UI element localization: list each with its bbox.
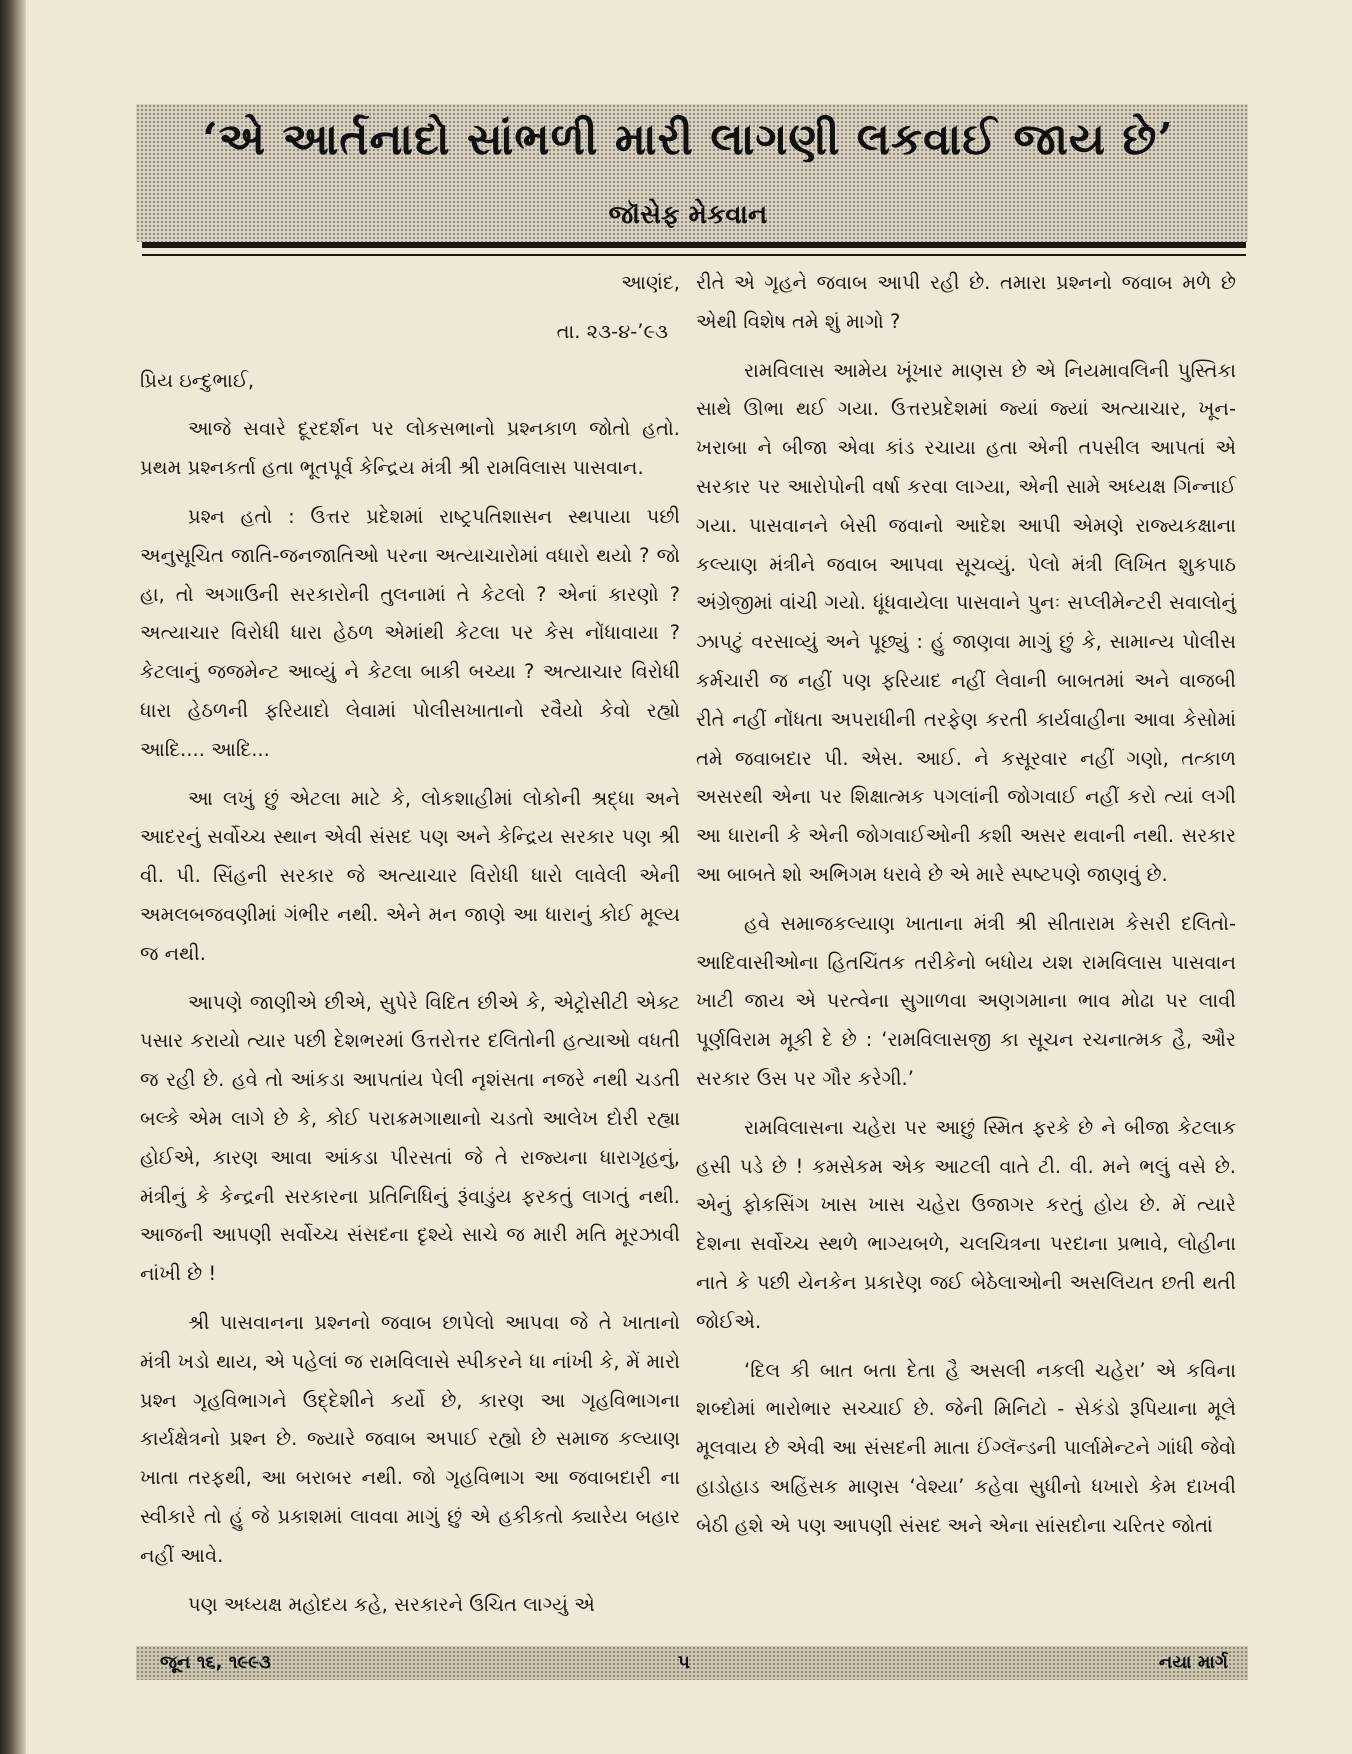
title-rule-thin: [142, 254, 1246, 256]
page-number: ૫: [678, 1652, 690, 1673]
article-author: જૉસેફ મેકવાન: [608, 200, 768, 230]
magazine-page: [128, 104, 1248, 1734]
paragraph: રામવિલાસ આમેય ખૂંખાર માણસ છે એ નિયમાવલિની પુસ્તિકા સાથે ઊભા થઈ ગયા. ઉત્તરપ્રદેશમાં જ્યાં જ્યાં અત્યાચાર, ખૂન-ખરાબા ને બીજા એવા કાંડ રચાયા હતા એની તપસીલ આપતાં એ સરકાર પર આરોપોની વર્ષા કરવા લાગ્યા, એની સામે અધ્યક્ષ ગિન્નાઈ ગયા. પાસવાનને બેસી જવાનો આદેશ આપી એમણે રાજ્યકક્ષાના કલ્યાણ મંત્રીને જવાબ આપવા સૂચવ્યું. પેલો મંત્રી લિખિત શુકપાઠ અંગ્રેજીમાં વાંચી ગયો. ધૂંધવાયેલા પાસવાને પુનઃ સપ્લીમેન્ટરી સવાલોનું ઝાપટું વરસાવ્યું અને પૂછ્યું : હું જાણવા માગું છું કે, સામાન્ય પોલીસ કર્મચારી જ નહીં પણ ફરિયાદ નહીં લેવાની બાબતમાં અને વાજબી રીતે નહીં નોંધતા અપરાધીની તરફેણ કરતી કાર્યવાહીના આવા કેસોમાં તમે જવાબદાર પી. એસ. આઈ. ને કસૂરવાર નહીં ગણો, તત્કાળ અસરથી એના પર શિક્ષાત્મક પગલાંની જોગવાઈ નહીં કરો ત્યાં લગી આ ધારાની કે એની જોગવાઈઓની કશી અસર થવાની નથી. સરકાર આ બાબતે શો અભિગમ ધરાવે છે એ મારે સ્પષ્ટપણે જાણવું છે.: [696, 358, 1236, 886]
paragraph: ‘દિલ કી બાત બતા દેતા હૈ અસલી નકલી ચહેરા’ એ કવિના શબ્દોમાં ભારોભાર સચ્ચાઈ છે. જેની મિનિટો - સેકંડો રૂપિયાના મૂલે મૂલવાય છે એવી આ સંસદની માતા ઈંગ્લૅન્ડની પાર્લામેન્ટને ગાંધી જેવો હાડોહાડ અહિંસક માણસ ‘વેશ્યા’ કહેવા સુધીનો ધખારો કેમ દાખવી બેઠી હશે એ પણ આપણી સંસદ અને એના સાંસદોના ચરિતર જોતાં: [696, 1358, 1236, 1537]
paragraph: રામવિલાસના ચહેરા પર આછું સ્મિત ફરકે છે ને બીજા કેટલાક હસી પડે છે ! કમસેકમ એક આટલી વાતે ટી. વી. મને ભલું વસે છે. એનું ફોકસિંગ ખાસ ખાસ ચહેરા ઉજાગર કરતું હોય છે. મેં ત્યારે દેશના સર્વોચ્ચ સ્થળે ભાગ્યબળે, ચલચિત્રના પરદાના પ્રભાવે, લોહીના નાતે કે પછી યેનકેન પ્રકારેણ જઈ બેઠેલાઓની અસલિયત છતી થતી જોઈએ.: [696, 1115, 1236, 1333]
publication-name: નયા માર્ગ: [1158, 1652, 1228, 1673]
article-title: ‘એ આર્તનાદો સાંભળી મારી લાગણી લકવાઈ જાય છે’: [202, 114, 1174, 165]
left-column: [140, 264, 680, 1624]
paragraph: શ્રી પાસવાનના પ્રશ્નનો જવાબ છાપેલો આપવા જે તે ખાતાનો મંત્રી ખડો થાય, એ પહેલાં જ રામવિલાસે સ્પીકરને ધા નાંખી કે, મેં મારો પ્રશ્ન ગૃહવિભાગને ઉદ્દેશીને કર્યો છે, કારણ આ ગૃહવિભાગના કાર્યક્ષેત્રનો પ્રશ્ન છે. જ્યારે જવાબ અપાઈ રહ્યો છે સમાજ કલ્યાણ ખાતા તરફથી, આ બરાબર નથી. જો ગૃહવિભાગ આ જવાબદારી ના સ્વીકારે તો હું જે પ્રકાશમાં લાવવા માગું છું એ હકીકતો ક્યારેય બહાર નહીં આવે.: [140, 1310, 680, 1567]
paragraph: આપણે જાણીએ છીએ, સુપેરે વિદિત છીએ કે, એટ્રોસીટી એક્ટ પસાર કરાયો ત્યાર પછી દેશભરમાં ઉત્તરોત્તર દલિતોની હત્યાઓ વધતી જ રહી છે. હવે તો આંકડા આપતાંય પેલી નૃશંસતા નજરે નથી ચડતી બલ્કે એમ લાગે છે કે, કોઈ પરાક્રમગાથાનો ચડતો આલેખ દોરી રહ્યા હોઈએ, કારણ આવા આંકડા પીરસતાં જે તે રાજ્યના ધારાગૃહનું, મંત્રીનું કે કેન્દ્રની સરકારના પ્રતિનિધિનું રૂંવાડુંય ફરકતું લાગતું નથી. આજની આપણી સર્વોચ્ચ સંસદના દૃશ્યે સાચે જ મારી મતિ મૂરઝાવી નાંખી છે !: [140, 990, 680, 1286]
paragraph: આજે સવારે દૂરદર્શન પર લોકસભાનો પ્રશ્નકાળ જોતો હતો. પ્રથમ પ્રશ્નકર્તા હતા ભૂતપૂર્વ કેન્દ્રિય મંત્રી શ્રી રામવિલાસ પાસવાન.: [140, 417, 680, 480]
title-rule-thick: [142, 242, 1246, 248]
paragraph: રીતે એ ગૃહને જવાબ આપી રહી છે. તમારા પ્રશ્નનો જવાબ મળે છે એથી વિશેષ તમે શું માગો ?: [696, 271, 1236, 333]
page-binding-edge: [0, 0, 26, 1754]
footer-date: જૂન ૧૬, ૧૯૯૩: [160, 1652, 271, 1673]
letter-place: આણંદ,: [621, 271, 680, 294]
paragraph: હવે સમાજકલ્યાણ ખાતાના મંત્રી શ્રી સીતારામ કેસરી દલિતો-આદિવાસીઓના હિતચિંતક તરીકેનો બધોય યશ રામવિલાસ પાસવાન ખાટી જાય એ પરત્વેના સુગાળવા અણગમાના ભાવ મોઢા પર લાવી પૂર્ણવિરામ મૂકી દે છે : ‘રામવિલાસજી કા સૂચન રચનાત્મક હૈ, ઔર સરકાર ઉસ પર ગૌર કરેગી.’: [696, 911, 1236, 1090]
paragraph: પણ અધ્યક્ષ મહોદય કહે, સરકારને ઉચિત લાગ્યું એ: [188, 1592, 595, 1616]
right-column: [696, 264, 1236, 1546]
paragraph: પ્રશ્ન હતો : ઉત્તર પ્રદેશમાં રાષ્ટ્રપતિશાસન સ્થપાયા પછી અનુસૂચિત જાતિ-જનજાતિઓ પરના અત્યાચારોમાં વધારો થયો ? જો હા, તો અગાઉની સરકારોની તુલનામાં તે કેટલો ? એનાં કારણો ? અત્યાચાર વિરોધી ધારા હેઠળ એમાંથી કેટલા પર કેસ નોંધાવાયા ? કેટલાનું જજમેન્ટ આવ્યું ને કેટલા બાકી બચ્યા ? અત્યાચાર વિરોધી ધારા હેઠળની ફરિયાદો લેવામાં પોલીસખાતાનો રવૈયો કેવો રહ્યો આદિ.... આદિ...: [140, 504, 680, 761]
paragraph: આ લખું છું એટલા માટે કે, લોકશાહીમાં લોકોની શ્રદ્ધા અને આદરનું સર્વોચ્ચ સ્થાન એવી સંસદ પણ અને કેન્દ્રિય સરકાર પણ શ્રી વી. પી. સિંહની સરકાર જે અત્યાચાર વિરોધી ધારો લાવેલી એની અમલબજવણીમાં ગંભીર નથી. એને મન જાણે આ ધારાનું કોઈ મૂલ્ય જ નથી.: [140, 786, 680, 965]
letter-salutation: પ્રિય ઇન્દુભાઈ,: [140, 368, 255, 392]
page-footer: [136, 1646, 1248, 1680]
letter-date: તા. ૨૩-૪-’૯૩: [556, 319, 668, 343]
